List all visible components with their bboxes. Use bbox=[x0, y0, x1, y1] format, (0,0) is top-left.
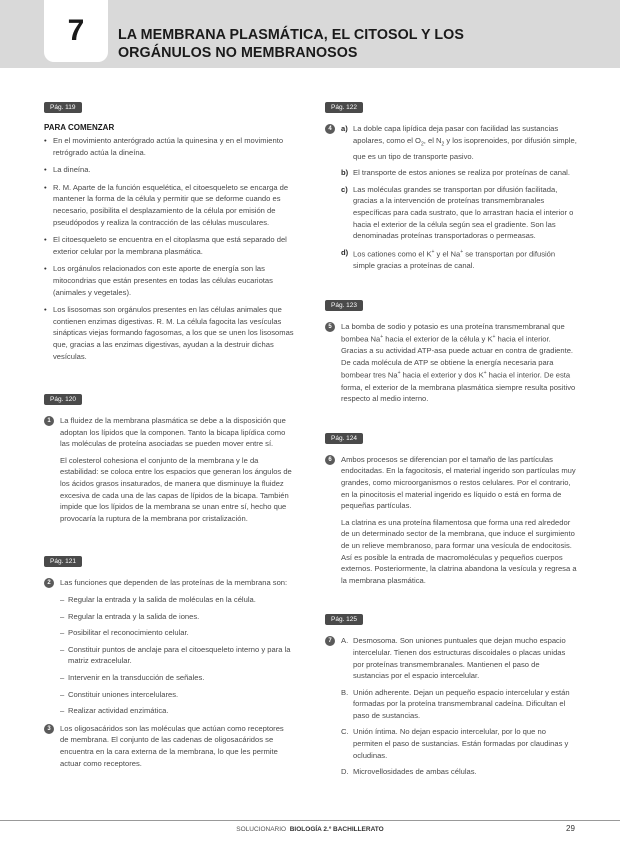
question-number-badge: 4 bbox=[325, 124, 335, 134]
answer-paragraph: Unión íntima. No dejan espacio intercelular, por lo que no permiten el paso de sustancias. Están formadas por claudinas y ocludinas. bbox=[353, 727, 569, 760]
page-tag: Pág. 120 bbox=[44, 394, 82, 405]
sub-answer bbox=[341, 687, 577, 722]
list-item: – Posibilitar el reconocimiento celular. bbox=[60, 627, 294, 639]
list-item: – Regular la entrada y la salida de moléculas en la célula. bbox=[60, 594, 294, 606]
page-tag: Pág. 123 bbox=[325, 300, 363, 311]
answer-paragraph: El transporte de estos aniones se realiza por proteínas de canal. bbox=[353, 168, 570, 178]
list-item: – Regular la entrada y la salida de iones. bbox=[60, 611, 294, 623]
sub-label: d) bbox=[341, 247, 349, 257]
answer-paragraph: Las funciones que dependen de las proteínas de la membrana son: bbox=[60, 578, 288, 588]
list-item: • Los lisosomas son orgánulos presentes en las células animales que contienen enzimas digestivas. R. M. La célula fagocita las vesículas sinápticas viejas formando fagosomas, a los que se unen los lisosomas que, gracias a las enzimas digestivas, ayudan a la destruir dichas vesículas. bbox=[44, 304, 294, 362]
page-tag: Pág. 119 bbox=[44, 102, 82, 113]
left-column bbox=[44, 96, 294, 795]
section-pag-125 bbox=[325, 608, 577, 778]
footer-rule bbox=[0, 820, 620, 821]
page-tag: Pág. 124 bbox=[325, 433, 363, 444]
answer-paragraph: Desmosoma. Son uniones puntuales que dejan mucho espacio intercelular. Tienen dos estructuras discoidales o placas unidas por proteínas transmembranales. Mantienen el paso de sustancias por el espacio intercelular. bbox=[353, 636, 566, 681]
answer-paragraph: Microvellosidades de ambas células. bbox=[353, 767, 477, 777]
sub-label: c) bbox=[341, 184, 348, 194]
question-number-badge: 1 bbox=[44, 416, 54, 426]
footer-subject: BIOLOGÍA 2.º BACHILLERATO bbox=[289, 826, 384, 833]
answer-paragraph: Los oligosacáridos son las moléculas que actúan como receptores de membrana. El conjunto de las cadenas de oligosacáridos se encuentra en la cara externa de la membrana, lo que les permite actuar como receptores. bbox=[60, 723, 284, 768]
sub-label: C. bbox=[341, 727, 349, 737]
answer-paragraph: Las moléculas grandes se transportan por difusión facilitada, gracias a la intervención de proteínas transmembranales específicas para cada sustrato, que lo arrastran hacia el interior o hacia el exterior de la célula según sea el gradiente. Son las denominadas proteínas transportadoras o permeasas. bbox=[353, 184, 574, 241]
answer-paragraph: Unión adherente. Dejan un pequeño espacio intercelular y están formadas por la proteína transmembranal cadeína. Dificultan el paso de sustancias. bbox=[353, 687, 570, 720]
section-pag-122 bbox=[325, 96, 577, 272]
section-heading: PARA COMENZAR bbox=[44, 123, 115, 132]
list-item: • R. M. Aparte de la función esquelética, el citoesqueleto se encarga de mantener la forma de la célula y permitir que se deforme cuando es necesario, posibilita el desplazamiento de la célula por emisión de pseudópodos y realiza la contracción de las células musculares. bbox=[44, 182, 294, 228]
answer-paragraph: La fluidez de la membrana plasmática se debe a la disposición que adoptan los lípidos que la componen. Tanto la bicapa lipídica como las moléculas de proteína asociadas se pueden mover entre sí. bbox=[60, 416, 286, 449]
question-number-badge: 6 bbox=[325, 455, 335, 465]
answer-paragraph: El colesterol cohesiona el conjunto de la membrana y le da estabilidad: se coloca entre los espacios que generan los ángulos de los ácidos grasos insaturados, de manera que disminuye la fluidez excesiva de cada una de las capas de lípidos de la bicapa. También impide que los lípidos de la membrana se unan entre sí, hecho que provocaría la ruptura de la membrana por cristalización. bbox=[60, 455, 292, 523]
chapter-number: 7 bbox=[67, 14, 85, 47]
footer-text bbox=[0, 826, 620, 833]
sub-label: a) bbox=[341, 124, 348, 133]
list-item: • El citoesqueleto se encuentra en el citoplasma que está separado del exterior celular por la membrana plasmática. bbox=[44, 234, 294, 257]
page-tag: Pág. 125 bbox=[325, 614, 363, 625]
question-number-badge: 3 bbox=[44, 724, 54, 734]
section-pag-121 bbox=[44, 550, 294, 769]
sub-answer-c bbox=[341, 184, 577, 242]
chapter-title: LA MEMBRANA PLASMÁTICA, EL CITOSOL Y LOS ORGÁNULOS NO MEMBRANOSOS bbox=[118, 27, 464, 61]
list-item: – Intervenir en la transducción de señales. bbox=[60, 672, 294, 684]
footer-label: SOLUCIONARIO bbox=[236, 826, 287, 833]
answer-paragraph: La doble capa lipídica deja pasar con facilidad las sustancias apolares, como el $O_2$, el $N_2$ y los isoprenoides, por difusión simple, que es un tipo de transporte pasivo. bbox=[353, 124, 577, 161]
chapter-number-box bbox=[44, 0, 108, 62]
list-item: • La dineína. bbox=[44, 164, 294, 176]
sub-answer-a bbox=[341, 123, 577, 162]
question-7 bbox=[325, 635, 577, 778]
question-3 bbox=[44, 723, 294, 769]
dash-list bbox=[60, 594, 294, 717]
sub-label: D. bbox=[341, 767, 349, 777]
sub-answer-b bbox=[341, 167, 577, 179]
sub-answer bbox=[341, 635, 577, 681]
question-1 bbox=[44, 415, 294, 524]
question-number-badge: 5 bbox=[325, 322, 335, 332]
answer-paragraph: La bomba de sodio y potasio es una proteína transmembranal que bombea Na+ hacia el exterior de la célula y K+ hacia el interior. Gracias a su actividad ATP-asa puede actuar en contra de gradiente. De cada molécula de ATP se obtiene la energía necesaria para bombear tres Na+ hacia el exterior y dos K+ hacia el interior. De esta forma, el exterior de la membrana plasmática siempre resulta positivo respecto al medio interno. bbox=[341, 321, 576, 404]
list-item: – Constituir uniones intercelulares. bbox=[60, 689, 294, 701]
section-pag-119 bbox=[44, 96, 294, 362]
bullet-list bbox=[44, 135, 294, 362]
section-pag-123 bbox=[325, 294, 577, 405]
section-pag-120 bbox=[44, 388, 294, 524]
answer-paragraph: Los cationes como el K+ y el Na+ se transportan por difusión simple gracias a proteínas de canal. bbox=[353, 248, 556, 270]
section-pag-124 bbox=[325, 427, 577, 587]
list-item: • Los orgánulos relacionados con este aporte de energía son las mitocondrias que están presentes en todas las células eucariotas (animales y vegetales). bbox=[44, 263, 294, 298]
sub-answer-d bbox=[341, 247, 577, 272]
page-tag: Pág. 121 bbox=[44, 556, 82, 567]
page-number: 29 bbox=[566, 824, 575, 833]
list-item: – Constituir puntos de anclaje para el citoesqueleto interno y para la matriz extracelular. bbox=[60, 644, 294, 667]
sub-label: B. bbox=[341, 687, 349, 697]
question-5 bbox=[325, 321, 577, 405]
answer-paragraph: La clatrina es una proteína filamentosa que forma una red alrededor de un determinado sector de la membrana, que induce el surgimiento de un relieve membranoso, para formar una vesícula de endocitosis. Así es posible la entrada de macromoléculas y pequeños cuerpos externos. Posteriormente, la clatrina abandona la vesícula y regresa a la membrana plasmática. bbox=[341, 517, 577, 585]
right-column bbox=[325, 96, 577, 804]
sub-label: b) bbox=[341, 168, 349, 178]
answer-paragraph: Ambos procesos se diferencian por el tamaño de las partículas endocitadas. En la fagocitosis, el material ingerido son partículas muy grandes, como microorganismos o restos celulares. Por el contrario, en la pinocitosis el material ingerido es líquido o está en forma de pequeñas partículas. bbox=[341, 454, 576, 511]
list-item: • En el movimiento anterógrado actúa la quinesina y en el movimiento retrógrado actúa la dineína. bbox=[44, 135, 294, 158]
sub-answer bbox=[341, 726, 577, 761]
question-number-badge: 2 bbox=[44, 578, 54, 588]
question-number-badge: 7 bbox=[325, 636, 335, 646]
page-tag: Pág. 122 bbox=[325, 102, 363, 113]
question-2 bbox=[44, 577, 294, 716]
sub-label: A. bbox=[341, 636, 349, 646]
list-item: – Realizar actividad enzimática. bbox=[60, 705, 294, 717]
question-4 bbox=[325, 123, 577, 272]
question-6 bbox=[325, 454, 577, 587]
sub-answer bbox=[341, 766, 577, 778]
